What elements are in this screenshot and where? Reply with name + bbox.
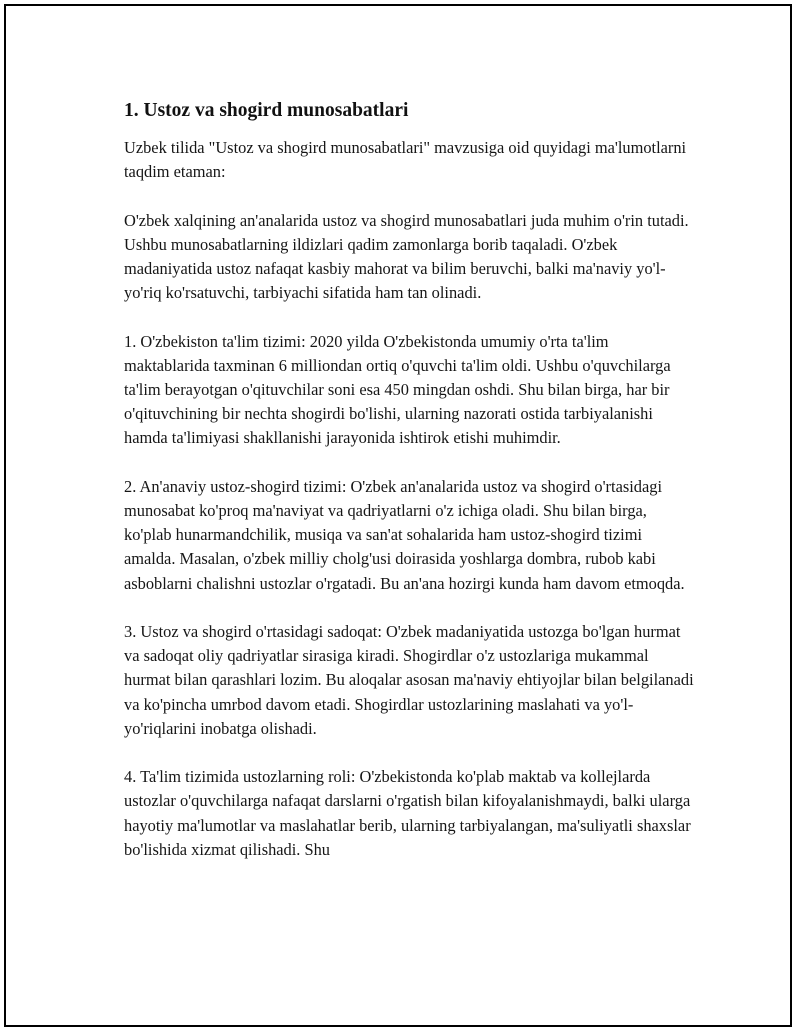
- education-system-paragraph: 1. O'zbekiston ta'lim tizimi: 2020 yilda O'zbekistonda umumiy o'rta ta'lim maktablarida taxminan 6 milliondan ortiq o'quvchi ta'lim oldi. Ushbu o'quvchilarga ta'lim berayotgan o'qituvchilar soni esa 450 mingdan oshdi. Shu bilan birga, har bir o'qituvchining bir nechta shogirdi bo'lishi, ularning nazorati ostida tarbiyalanishi hamda ta'limiyasi shakllanishi jarayonida ishtirok etishi muhimdir.: [124, 331, 671, 448]
- document-body: [124, 98, 694, 886]
- overview-paragraph: O'zbek xalqining an'analarida ustoz va shogird munosabatlari juda muhim o'rin tutadi. Ushbu munosabatlarning ildizlari qadim zamonlarga borib taqaladi. O'zbek madaniyatida ustoz nafaqat kasbiy mahorat va bilim beruvchi, balki ma'naviy yo'l-yo'riq ko'rsatuvchi, tarbiyachi sifatida ham tan olinadi.: [124, 210, 689, 303]
- loyalty-paragraph: 3. Ustoz va shogird o'rtasidagi sadoqat: O'zbek madaniyatida ustozga bo'lgan hurmat va sadoqat oliy qadriyatlar sirasiga kiradi. Shogirdlar o'z ustozlariga mukammal hurmat bilan qarashlari lozim. Bu aloqalar asosan ma'naviy ehtiyojlar bilan belgilanadi va ko'pincha umrbod davom etadi. Shogirdlar ustozlarining maslahati va yo'l-yo'riqlarini inobatga olishadi.: [124, 622, 694, 738]
- traditional-system-paragraph: 2. An'anaviy ustoz-shogird tizimi: O'zbek an'analarida ustoz va shogird o'rtasidagi munosabat ko'proq ma'naviyat va qadriyatlarni o'z ichiga oladi. Shu bilan birga, ko'plab hunarmandchilik, musiqa va san'at sohalarida ham ustoz-shogird tizimi amalda. Masalan, o'zbek milliy cholg'usi doirasida yoshlarga dombra, rubob kabi asboblarni chalishni ustozlar o'rgatadi. Bu an'ana hozirgi kunda ham davom etmoqda.: [124, 476, 685, 593]
- page-frame: [4, 4, 792, 1027]
- teachers-role-paragraph: 4. Ta'lim tizimida ustozlarning roli: O'zbekistonda ko'plab maktab va kollejlarda ustozlar o'quvchilarga nafaqat darslarni o'rgatish bilan kifoyalanishmaydi, balki ularga hayotiy ma'lumotlar va maslahatlar berib, ularning tarbiyalangan, ma'suliyatli shaxslar bo'lishida xizmat qilishadi. Shu: [124, 767, 691, 859]
- intro-paragraph: Uzbek tilida "Ustoz va shogird munosabatlari" mavzusiga oid quyidagi ma'lumotlarni taqdim etaman:: [124, 138, 687, 182]
- document-title: 1. Ustoz va shogird munosabatlari: [124, 100, 409, 121]
